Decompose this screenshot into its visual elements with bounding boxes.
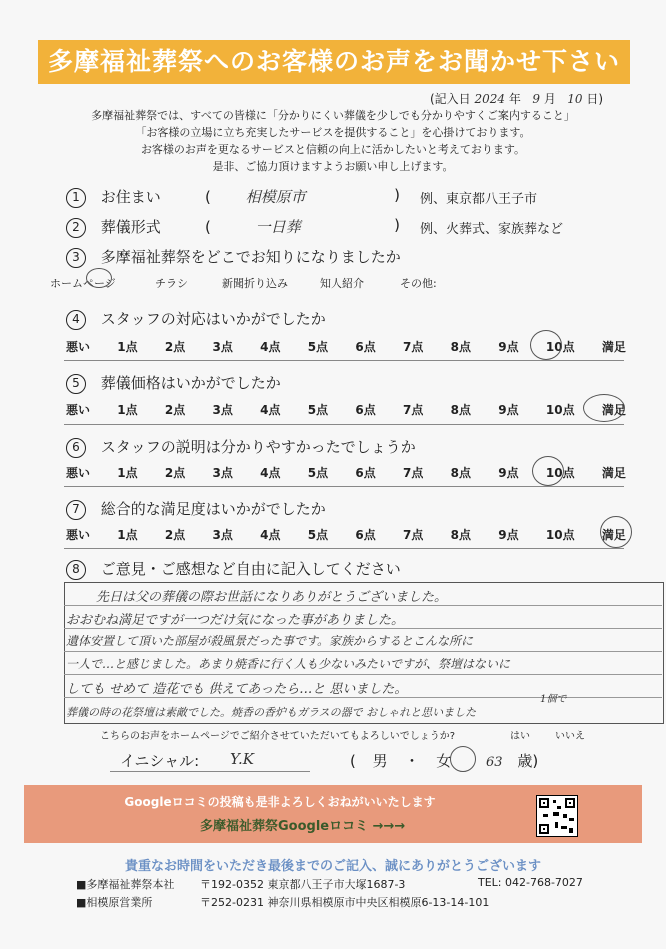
question-2 [66,216,161,238]
scale-9[interactable]: 9点 [498,466,519,480]
scale-4[interactable]: 4点 [260,528,281,542]
scale-5[interactable]: 5点 [307,403,329,417]
divider [64,548,624,549]
scale-bad: 悪い [66,403,91,417]
question-number: 7 [66,500,86,520]
comment-line-5: しても せめて 造花でも 供えてあったら…と 思いました。 [66,682,408,697]
residence-example: 例、東京都八王子市 [420,192,538,207]
branch-name: ■相模原営業所 [76,896,153,909]
rating-mark-6 [532,456,564,486]
question-label: 葬儀価格はいかがでしたか [100,374,281,392]
scale-1[interactable]: 1点 [117,403,138,417]
date-day: 10 [567,92,583,106]
question-label: ご意見・ご感想など自由に記入してください [100,560,401,578]
scale-satisfied: 満足 [601,340,626,354]
divider [64,424,624,425]
comment-line-2: おおむね満足ですが一つだけ気になった事がありました。 [66,613,405,628]
ceremony-type-example: 例、火葬式、家族葬など [420,222,564,237]
scale-5[interactable]: 5点 [307,466,329,480]
rating-mark-7 [600,516,632,548]
scale-7[interactable]: 7点 [403,466,424,480]
scale-3[interactable]: 3点 [212,340,233,354]
ceremony-type-answer: 一日葬 [255,218,301,236]
month-suffix: 月 [543,92,556,106]
comment-line [64,674,662,675]
scale-8[interactable]: 8点 [450,466,472,480]
scale-9[interactable]: 9点 [498,528,519,542]
question-label: 総合的な満足度はいかがでしたか [100,500,326,518]
scale-10[interactable]: 10点 [545,466,575,480]
question-4 [66,308,326,330]
initial-label: イニシャル: [120,752,200,770]
google-review-link[interactable]: 多摩福祉葬祭Googleロコミ →→→ [200,819,406,834]
option-other[interactable]: その他: [400,277,437,290]
comment-line-4: 一人で…と感じました。あまり焼香に行く人も少ないみたいですが、祭壇はないに [66,657,511,671]
date-line [430,90,603,107]
question-label: お住まい [100,188,161,206]
paren-open: ( [205,188,211,206]
question-number: 2 [66,218,86,238]
option-newspaper[interactable]: 新聞折り込み [222,277,288,290]
scale-4[interactable]: 4点 [260,340,281,354]
residence-answer: 相模原市 [245,188,306,206]
scale-6[interactable]: 6点 [355,466,376,480]
comment-line-1: 先日は父の葬儀の際お世話になりありがとうございました。 [96,590,448,605]
age-value: 63 [486,755,503,770]
comment-note: 1個で [540,694,567,705]
comment-line [64,651,662,652]
selected-mark [450,746,476,772]
divider [64,360,624,361]
age-suffix: 歳) [517,752,539,770]
scale-3[interactable]: 3点 [212,528,233,542]
option-homepage[interactable]: ホームページ [50,277,116,290]
paren-open: ( [350,752,356,770]
hq-phone: TEL: 042-768-7027 [478,876,583,889]
question-label: スタッフの対応はいかがでしたか [100,310,326,328]
rating-mark-4 [530,330,562,360]
hq-name: ■多摩福祉葬祭本社 [76,878,175,891]
question-number: 4 [66,310,86,330]
thanks-message: 貴重なお時間をいただき最後までのご記入、誠にありがとうございます [124,859,541,874]
scale-10[interactable]: 10点 [545,403,575,417]
question-3 [66,246,401,268]
question-label: スタッフの説明は分かりやすかったでしょうか [100,438,416,456]
comment-line [64,628,662,629]
comment-line [64,697,662,698]
scale-9[interactable]: 9点 [498,340,519,354]
comment-line [64,605,662,606]
gender-female[interactable]: 女 [436,752,452,770]
scale-10[interactable]: 10点 [545,528,575,542]
scale-1[interactable]: 1点 [117,528,138,542]
date-year: 2024 [474,92,506,106]
rating-mark-5 [583,394,625,422]
residence-field[interactable] [205,186,400,207]
scale-8[interactable]: 8点 [450,403,472,417]
rating-scale-5[interactable] [66,401,626,418]
question-label: 葬儀形式 [100,218,161,236]
selected-mark [86,268,112,288]
date-month: 9 [532,92,540,106]
scale-satisfied: 満足 [601,403,626,417]
scale-7[interactable]: 7点 [403,528,424,542]
option-flyer[interactable]: チラシ [155,277,188,290]
publish-yes[interactable]: はい [510,731,530,742]
scale-3[interactable]: 3点 [212,466,233,480]
scale-1[interactable]: 1点 [117,340,138,354]
scale-7[interactable]: 7点 [403,340,424,354]
publish-no[interactable]: いいえ [555,731,585,742]
comment-line-3: 遺体安置して頂いた部屋が殺風景だった事です。家族からするとこんな所に [66,634,474,648]
scale-bad: 悪い [66,340,91,354]
hq-address: 〒192-0352 東京都八王子市大塚1687-3 [200,878,406,891]
question-number: 6 [66,438,86,458]
question-number: 8 [66,560,86,580]
gender-age [350,750,538,771]
scale-10[interactable]: 10点 [545,340,575,354]
paren-close: ) [394,216,400,234]
scale-6[interactable]: 6点 [355,528,376,542]
paren-open: ( [205,218,211,236]
gender-male[interactable]: 男 [372,752,388,770]
initial-value: Y.K [230,750,254,768]
question-1 [66,186,161,208]
date-label: (記入日 [430,92,471,106]
scale-2[interactable]: 2点 [164,340,186,354]
scale-6[interactable]: 6点 [355,340,376,354]
question-5 [66,372,281,394]
year-suffix: 年 [508,92,521,106]
page-title: 多摩福祉葬祭へのお客様のお声をお聞かせ下さい [38,40,630,84]
ceremony-type-field[interactable] [205,216,400,237]
scale-satisfied: 満足 [601,466,626,480]
scale-1[interactable]: 1点 [117,466,138,480]
day-suffix: 日) [586,92,604,106]
scale-3[interactable]: 3点 [212,403,233,417]
branch-address: 〒252-0231 神奈川県相模原市中央区相模原6-13-14-101 [200,896,490,909]
scale-8[interactable]: 8点 [450,340,472,354]
intro-line-4: 是非、ご協力頂けますようお願い申し上げます。 [212,160,454,173]
scale-7[interactable]: 7点 [403,403,424,417]
qr-code-icon[interactable] [536,795,578,837]
scale-2[interactable]: 2点 [164,403,186,417]
intro-line-1: 多摩福祉葬祭では、すべての皆様に「分かりにくい葬儀を少しでも分かりやすくご案内すること」 [91,109,575,122]
google-review-request: Googleロコミの投稿も是非よろしくおねがいいたします [124,795,436,809]
question-8 [66,558,401,580]
question-7 [66,498,326,520]
question-number: 1 [66,188,86,208]
scale-6[interactable]: 6点 [355,403,376,417]
question-number: 5 [66,374,86,394]
comment-line-6: 葬儀の時の花祭壇は素敵でした。焼香の香炉もガラスの器で おしゃれと思いました [66,706,477,719]
question-label: 多摩福祉葬祭をどこでお知りになりましたか [100,248,401,266]
intro-line-2: 「お客様の立場に立ち充実したサービスを提供すること」を心掛けております。 [135,126,531,139]
scale-satisfied: 満足 [601,528,626,542]
divider [64,486,624,487]
scale-5[interactable]: 5点 [307,340,329,354]
question-number: 3 [66,248,86,268]
initial-underline [110,771,310,772]
scale-9[interactable]: 9点 [498,403,519,417]
intro-line-3: お客様のお声を更なるサービスと信頼の向上に活かしたいと考えております。 [140,143,526,156]
scale-5[interactable]: 5点 [307,528,329,542]
scale-4[interactable]: 4点 [260,403,281,417]
scale-bad: 悪い [66,466,91,480]
scale-4[interactable]: 4点 [260,466,281,480]
publish-question: こちらのお声をホームページでご紹介させていただいてもよろしいでしょうか? [100,731,456,742]
separator: ・ [404,752,420,770]
rating-scale-7[interactable] [66,526,626,543]
scale-2[interactable]: 2点 [164,528,186,542]
scale-bad: 悪い [66,528,91,542]
paren-close: ) [394,186,400,204]
option-referral[interactable]: 知人紹介 [320,277,364,290]
question-6 [66,436,416,458]
scale-2[interactable]: 2点 [164,466,186,480]
scale-8[interactable]: 8点 [450,528,472,542]
